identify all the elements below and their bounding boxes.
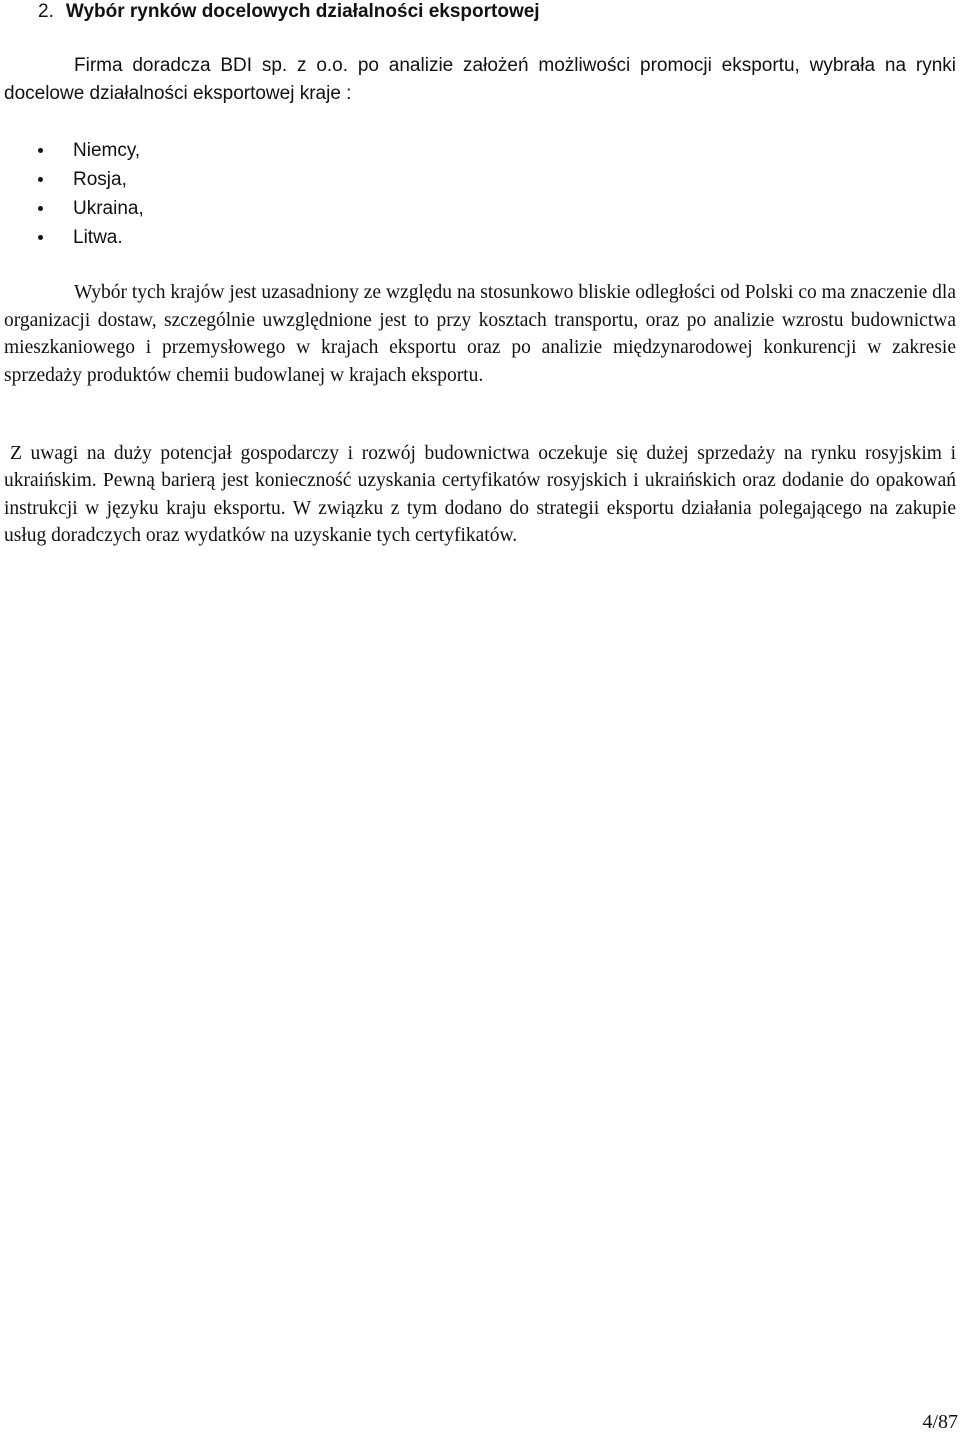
country-label: Niemcy, [73, 140, 141, 161]
bullet-icon [38, 177, 43, 182]
list-item [34, 136, 144, 165]
list-item [34, 165, 144, 194]
list-item [34, 223, 144, 252]
page-number: 4/87 [922, 1411, 958, 1433]
bullet-icon [38, 148, 43, 153]
country-label: Litwa. [73, 227, 123, 248]
section-title: Wybór rynków docelowych działalności eksportowej [65, 1, 540, 22]
bullet-icon [38, 206, 43, 211]
bullet-icon [38, 235, 43, 240]
section-heading [38, 0, 540, 24]
intro-paragraph: Firma doradcza BDI sp. z o.o. po analizie założeń możliwości promocji eksportu, wybrała na rynki docelowe działalności eksportowej kraje : [4, 55, 956, 104]
section-number: 2. [38, 1, 54, 22]
country-label: Ukraina, [73, 198, 144, 219]
list-item [34, 194, 144, 223]
country-label: Rosja, [73, 169, 127, 190]
justification-paragraph: Wybór tych krajów jest uzasadniony ze względu na stosunkowo bliskie odległości od Polski co ma znaczenie dla organizacji dostaw, szczególnie uwzględnione jest to przy kosztach transportu, oraz po analizie wzrostu budownictwa mieszkaniowego i przemysłowego w krajach eksportu oraz po analizie międzynarodowej konkurencji w zakresie sprzedaży produktów chemii budowlanej w krajach eksportu. [4, 282, 956, 386]
potential-paragraph: Z uwagi na duży potencjał gospodarczy i rozwój budownictwa oczekuje się dużej sprzedaży na rynku rosyjskim i ukraińskim. Pewną barierą jest konieczność uzyskania certyfikatów rosyjskich i ukraińskich oraz dodanie do opakowań instrukcji w języku kraju eksportu. W związku z tym dodano do strategii eksportu działania polegającego na zakupie usług doradczych oraz wydatków na uzyskanie tych certyfikatów. [4, 443, 956, 546]
country-list [34, 136, 144, 252]
